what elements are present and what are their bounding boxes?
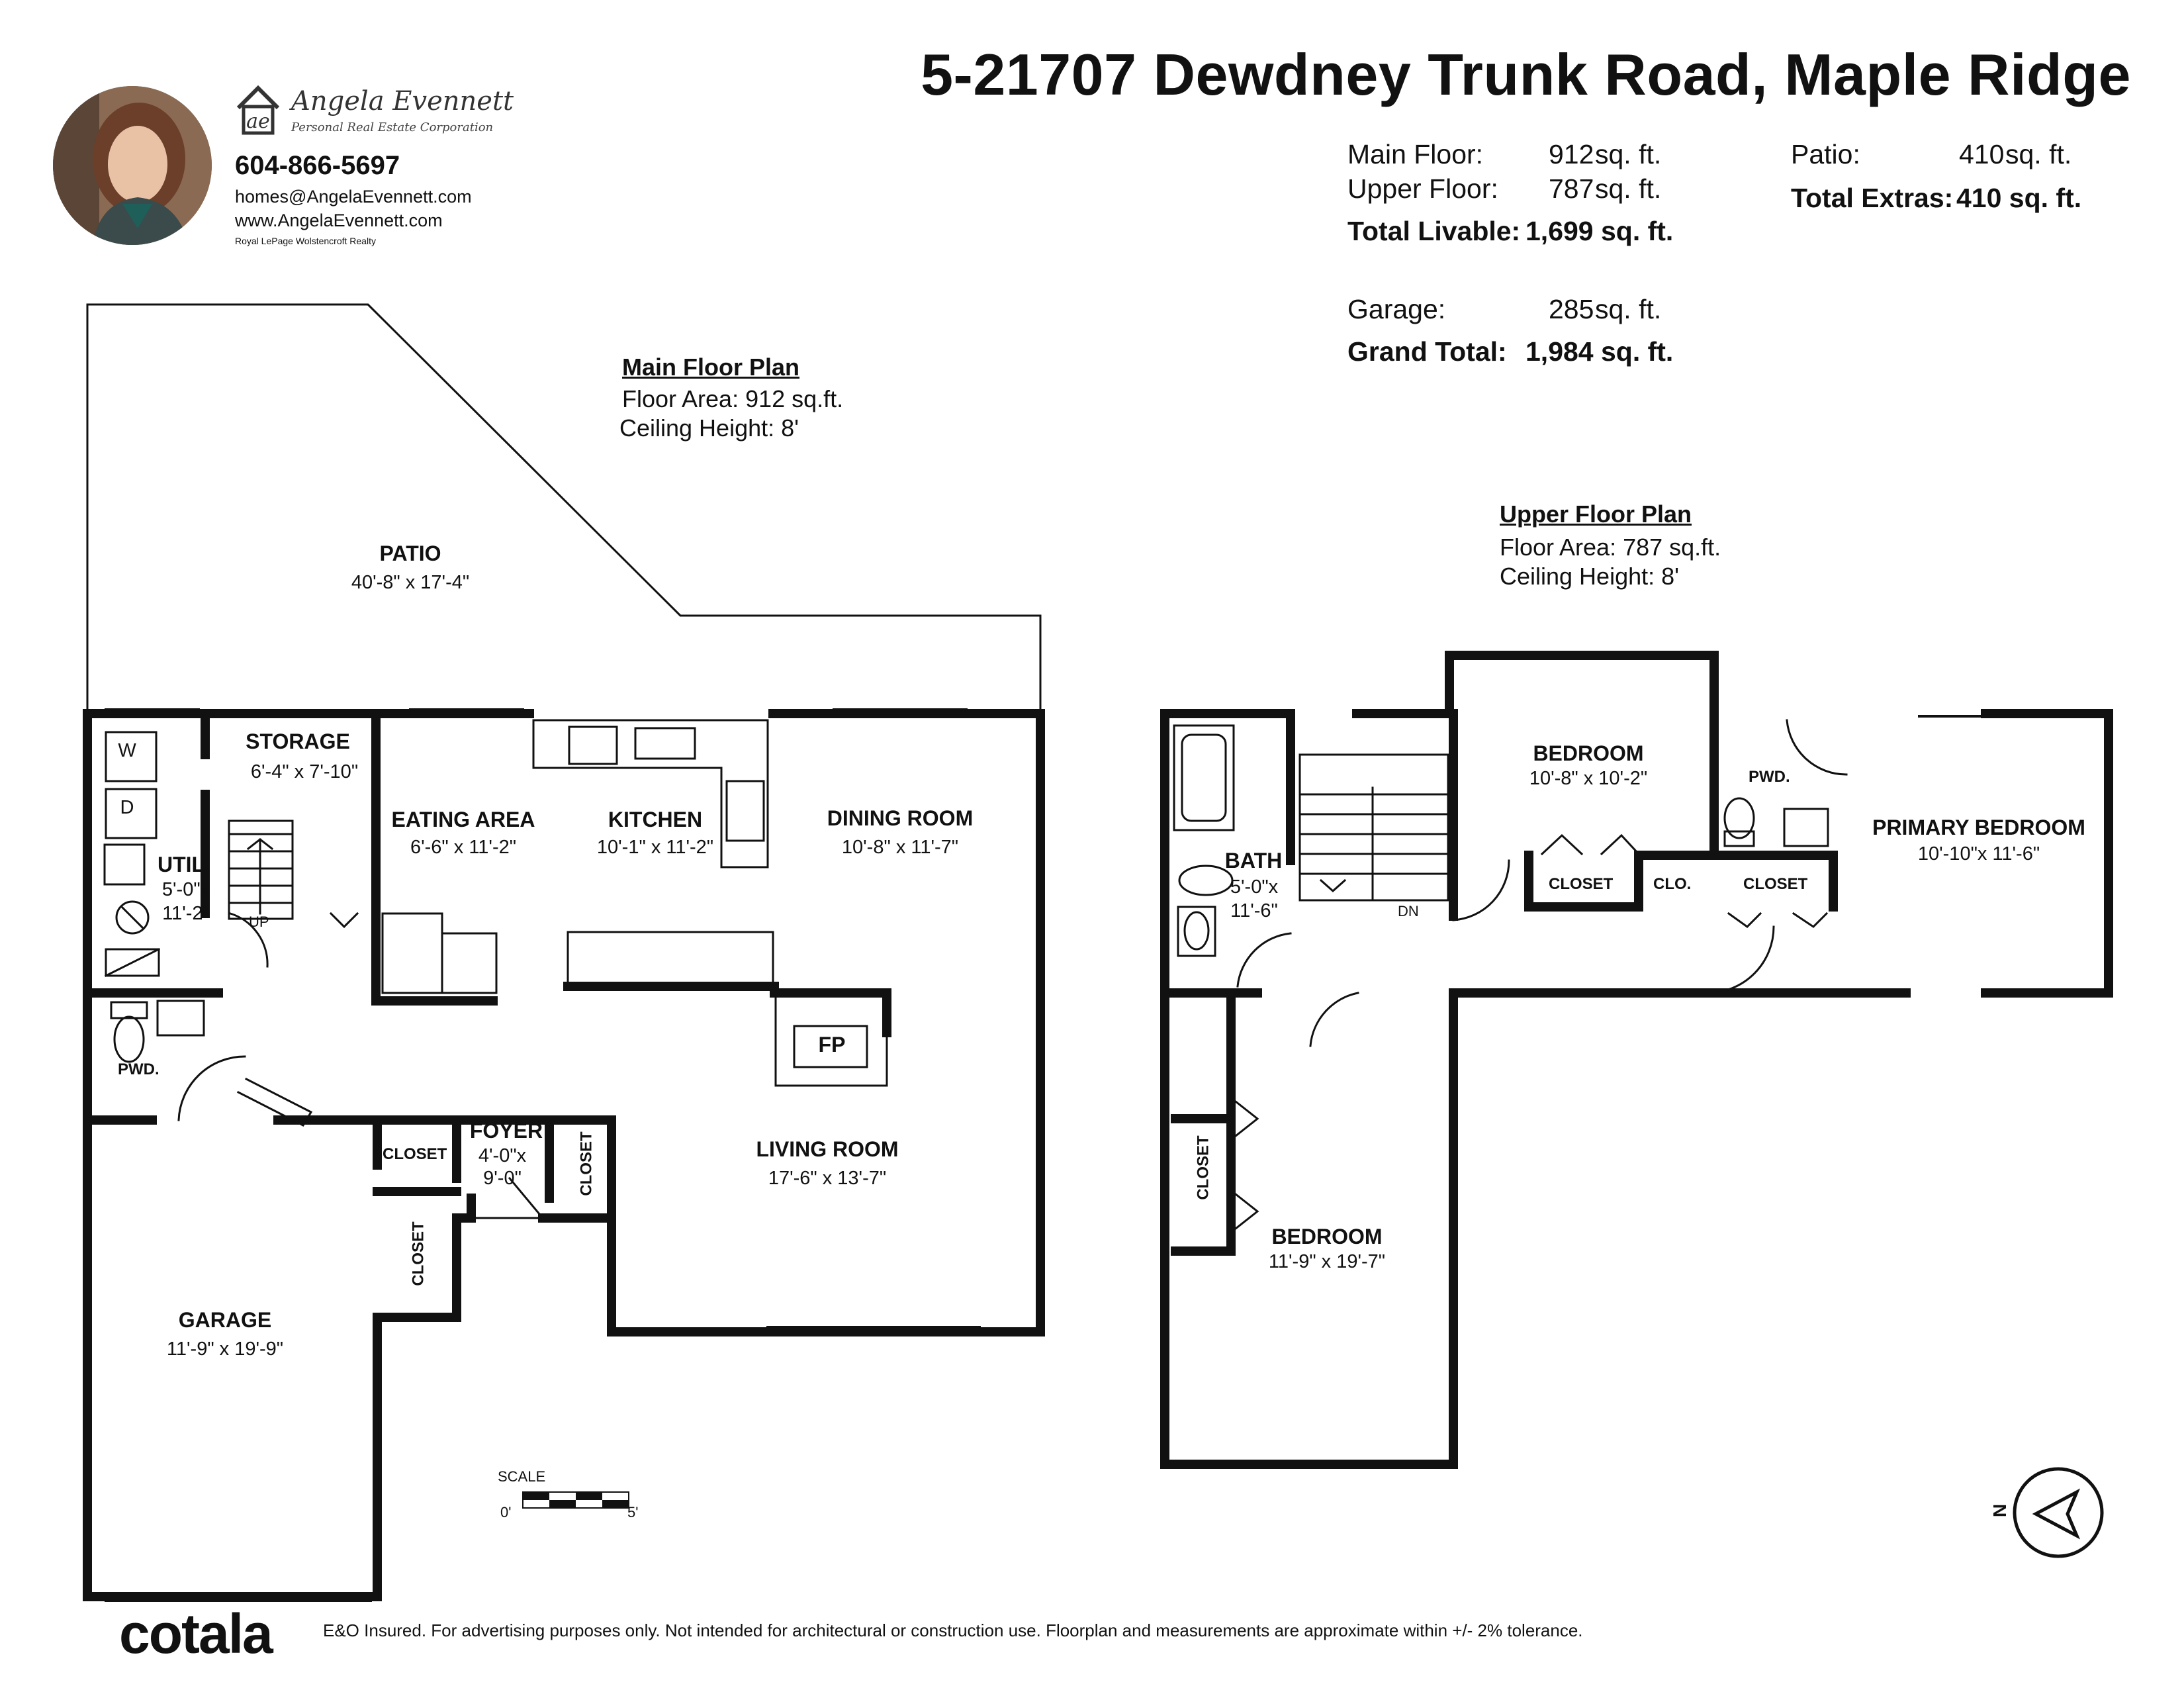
closet-c-label: CLOSET [1194, 1135, 1212, 1200]
upper-pwd-label: PWD. [1749, 768, 1790, 786]
upper-plan-heading: Upper Floor Plan [1500, 500, 1692, 528]
agent-corporation: Personal Real Estate Corporation [291, 120, 494, 134]
closet-a-label: CLOSET [1549, 875, 1614, 893]
living-room-dim: 17'-6" x 13'-7" [768, 1168, 887, 1189]
page-title: 5-21707 Dewdney Trunk Road, Maple Ridge [921, 42, 2131, 107]
bath-label: BATH [1224, 849, 1283, 872]
footer-disclaimer: E&O Insured. For advertising purposes only. Not intended for architectural or construction use. Floorplan and measurements are approximate within +/- 2% tolerance. [323, 1620, 1583, 1640]
foyer-dim-1: 4'-0"x [478, 1145, 527, 1166]
kitchen-label: KITCHEN [608, 808, 703, 831]
dining-room-label: DINING ROOM [827, 806, 974, 830]
closet-label-2: CLOSET [577, 1131, 596, 1196]
util-dim-2: 11'-2" [162, 903, 210, 924]
main-pwd-fixtures [111, 1001, 204, 1062]
agent-phone: 604-866-5697 [235, 151, 400, 180]
primary-bedroom-dim: 10'-10"x 11'-6" [1917, 843, 2040, 865]
foyer-dim-2: 9'-0" [483, 1168, 522, 1189]
storage-label: STORAGE [246, 729, 350, 753]
scale-start: 0' [500, 1504, 512, 1521]
garage-area-label: Garage: [1347, 294, 1446, 324]
grand-total-label: Grand Total: [1347, 336, 1507, 367]
kitchen-dim: 10'-1" x 11'-2" [596, 837, 714, 858]
closet-label-1: CLOSET [383, 1145, 447, 1163]
bedroom-1-label: BEDROOM [1533, 741, 1644, 765]
eating-area-dim: 6'-6" x 11'-2" [410, 837, 517, 858]
main-floor-value: 912 [1549, 139, 1594, 169]
main-plan-floor-area: Floor Area: 912 sq.ft. [622, 385, 844, 412]
dryer-label: D [120, 797, 134, 818]
upper-stairs [1300, 755, 1448, 900]
garage-area-value: 285 [1549, 294, 1594, 324]
fp-label: FP [818, 1033, 846, 1056]
agent-website[interactable]: www.AngelaEvennett.com [235, 211, 443, 230]
clo-label: CLO. [1653, 875, 1692, 893]
bath-dim-1: 5'-0"x [1230, 876, 1279, 898]
compass-north-label: N [1989, 1503, 2011, 1518]
agent-email[interactable]: homes@AngelaEvennett.com [235, 187, 472, 207]
garage-label: GARAGE [178, 1308, 272, 1332]
foyer-label: FOYER [469, 1119, 543, 1143]
patio-label: PATIO [379, 541, 441, 565]
upper-plan-ceiling: Ceiling Height: 8' [1500, 563, 1680, 590]
util-dim-1: 5'-0"x [161, 879, 210, 900]
total-livable-label: Total Livable: [1347, 216, 1521, 246]
patio-outline [87, 305, 1040, 710]
living-room-label: LIVING ROOM [756, 1137, 899, 1161]
main-plan-ceiling: Ceiling Height: 8' [619, 414, 799, 442]
washer-label: W [118, 740, 136, 761]
agent-brokerage: Royal LePage Wolstencroft Realty [235, 236, 376, 246]
closet-label-3: CLOSET [409, 1221, 428, 1286]
agent-name: Angela Evennett [291, 86, 514, 117]
scale-label: SCALE [498, 1468, 546, 1485]
bedroom-2-label: BEDROOM [1271, 1225, 1383, 1248]
main-pwd-label: PWD. [118, 1060, 159, 1078]
agent-logo-text: ae [246, 110, 270, 133]
main-plan-heading: Main Floor Plan [622, 353, 800, 381]
patio-dim: 40'-8" x 17'-4" [351, 572, 470, 593]
main-stairs [229, 821, 293, 919]
storage-dim: 6'-4" x 7'-10" [250, 761, 359, 782]
total-extras-value: 410 sq. ft. [1956, 183, 2082, 213]
upper-floor-doors [1232, 720, 1846, 1231]
scale-end: 5' [627, 1504, 639, 1521]
patio-area-unit: sq. ft. [2005, 139, 2072, 169]
garage-dim: 11'-9" x 19'-9" [166, 1338, 284, 1360]
upper-floor-unit: sq. ft. [1595, 173, 1662, 204]
primary-bedroom-label: PRIMARY BEDROOM [1872, 816, 2085, 839]
bath-dim-2: 11'-6" [1230, 900, 1278, 921]
upper-pwd-fixtures [1725, 798, 1828, 846]
total-extras-label: Total Extras: [1791, 183, 1954, 213]
total-livable-value: 1,699 sq. ft. [1525, 216, 1674, 246]
stairs-up-label: UP [249, 914, 269, 930]
closet-b-label: CLOSET [1743, 875, 1808, 893]
upper-plan-floor-area: Floor Area: 787 sq.ft. [1500, 534, 1721, 561]
upper-floor-label: Upper Floor: [1347, 173, 1498, 204]
bedroom-2-dim: 11'-9" x 19'-7" [1268, 1251, 1386, 1272]
main-floor-label: Main Floor: [1347, 139, 1484, 169]
compass-icon [2015, 1469, 2102, 1556]
scale-bar [523, 1492, 629, 1508]
util-label: UTIL. [158, 853, 210, 876]
eating-area-label: EATING AREA [391, 808, 535, 831]
main-floor-unit: sq. ft. [1595, 139, 1662, 169]
footer-logo: cotala [119, 1603, 272, 1665]
upper-floor-value: 787 [1549, 173, 1594, 204]
grand-total-value: 1,984 sq. ft. [1525, 336, 1674, 367]
patio-area-value: 410 [1959, 139, 2005, 169]
bedroom-1-dim: 10'-8" x 10'-2" [1529, 768, 1648, 789]
stairs-down-label: DN [1398, 903, 1419, 919]
garage-area-unit: sq. ft. [1595, 294, 1662, 324]
patio-area-label: Patio: [1791, 139, 1860, 169]
dining-room-dim: 10'-8" x 11'-7" [841, 837, 959, 858]
